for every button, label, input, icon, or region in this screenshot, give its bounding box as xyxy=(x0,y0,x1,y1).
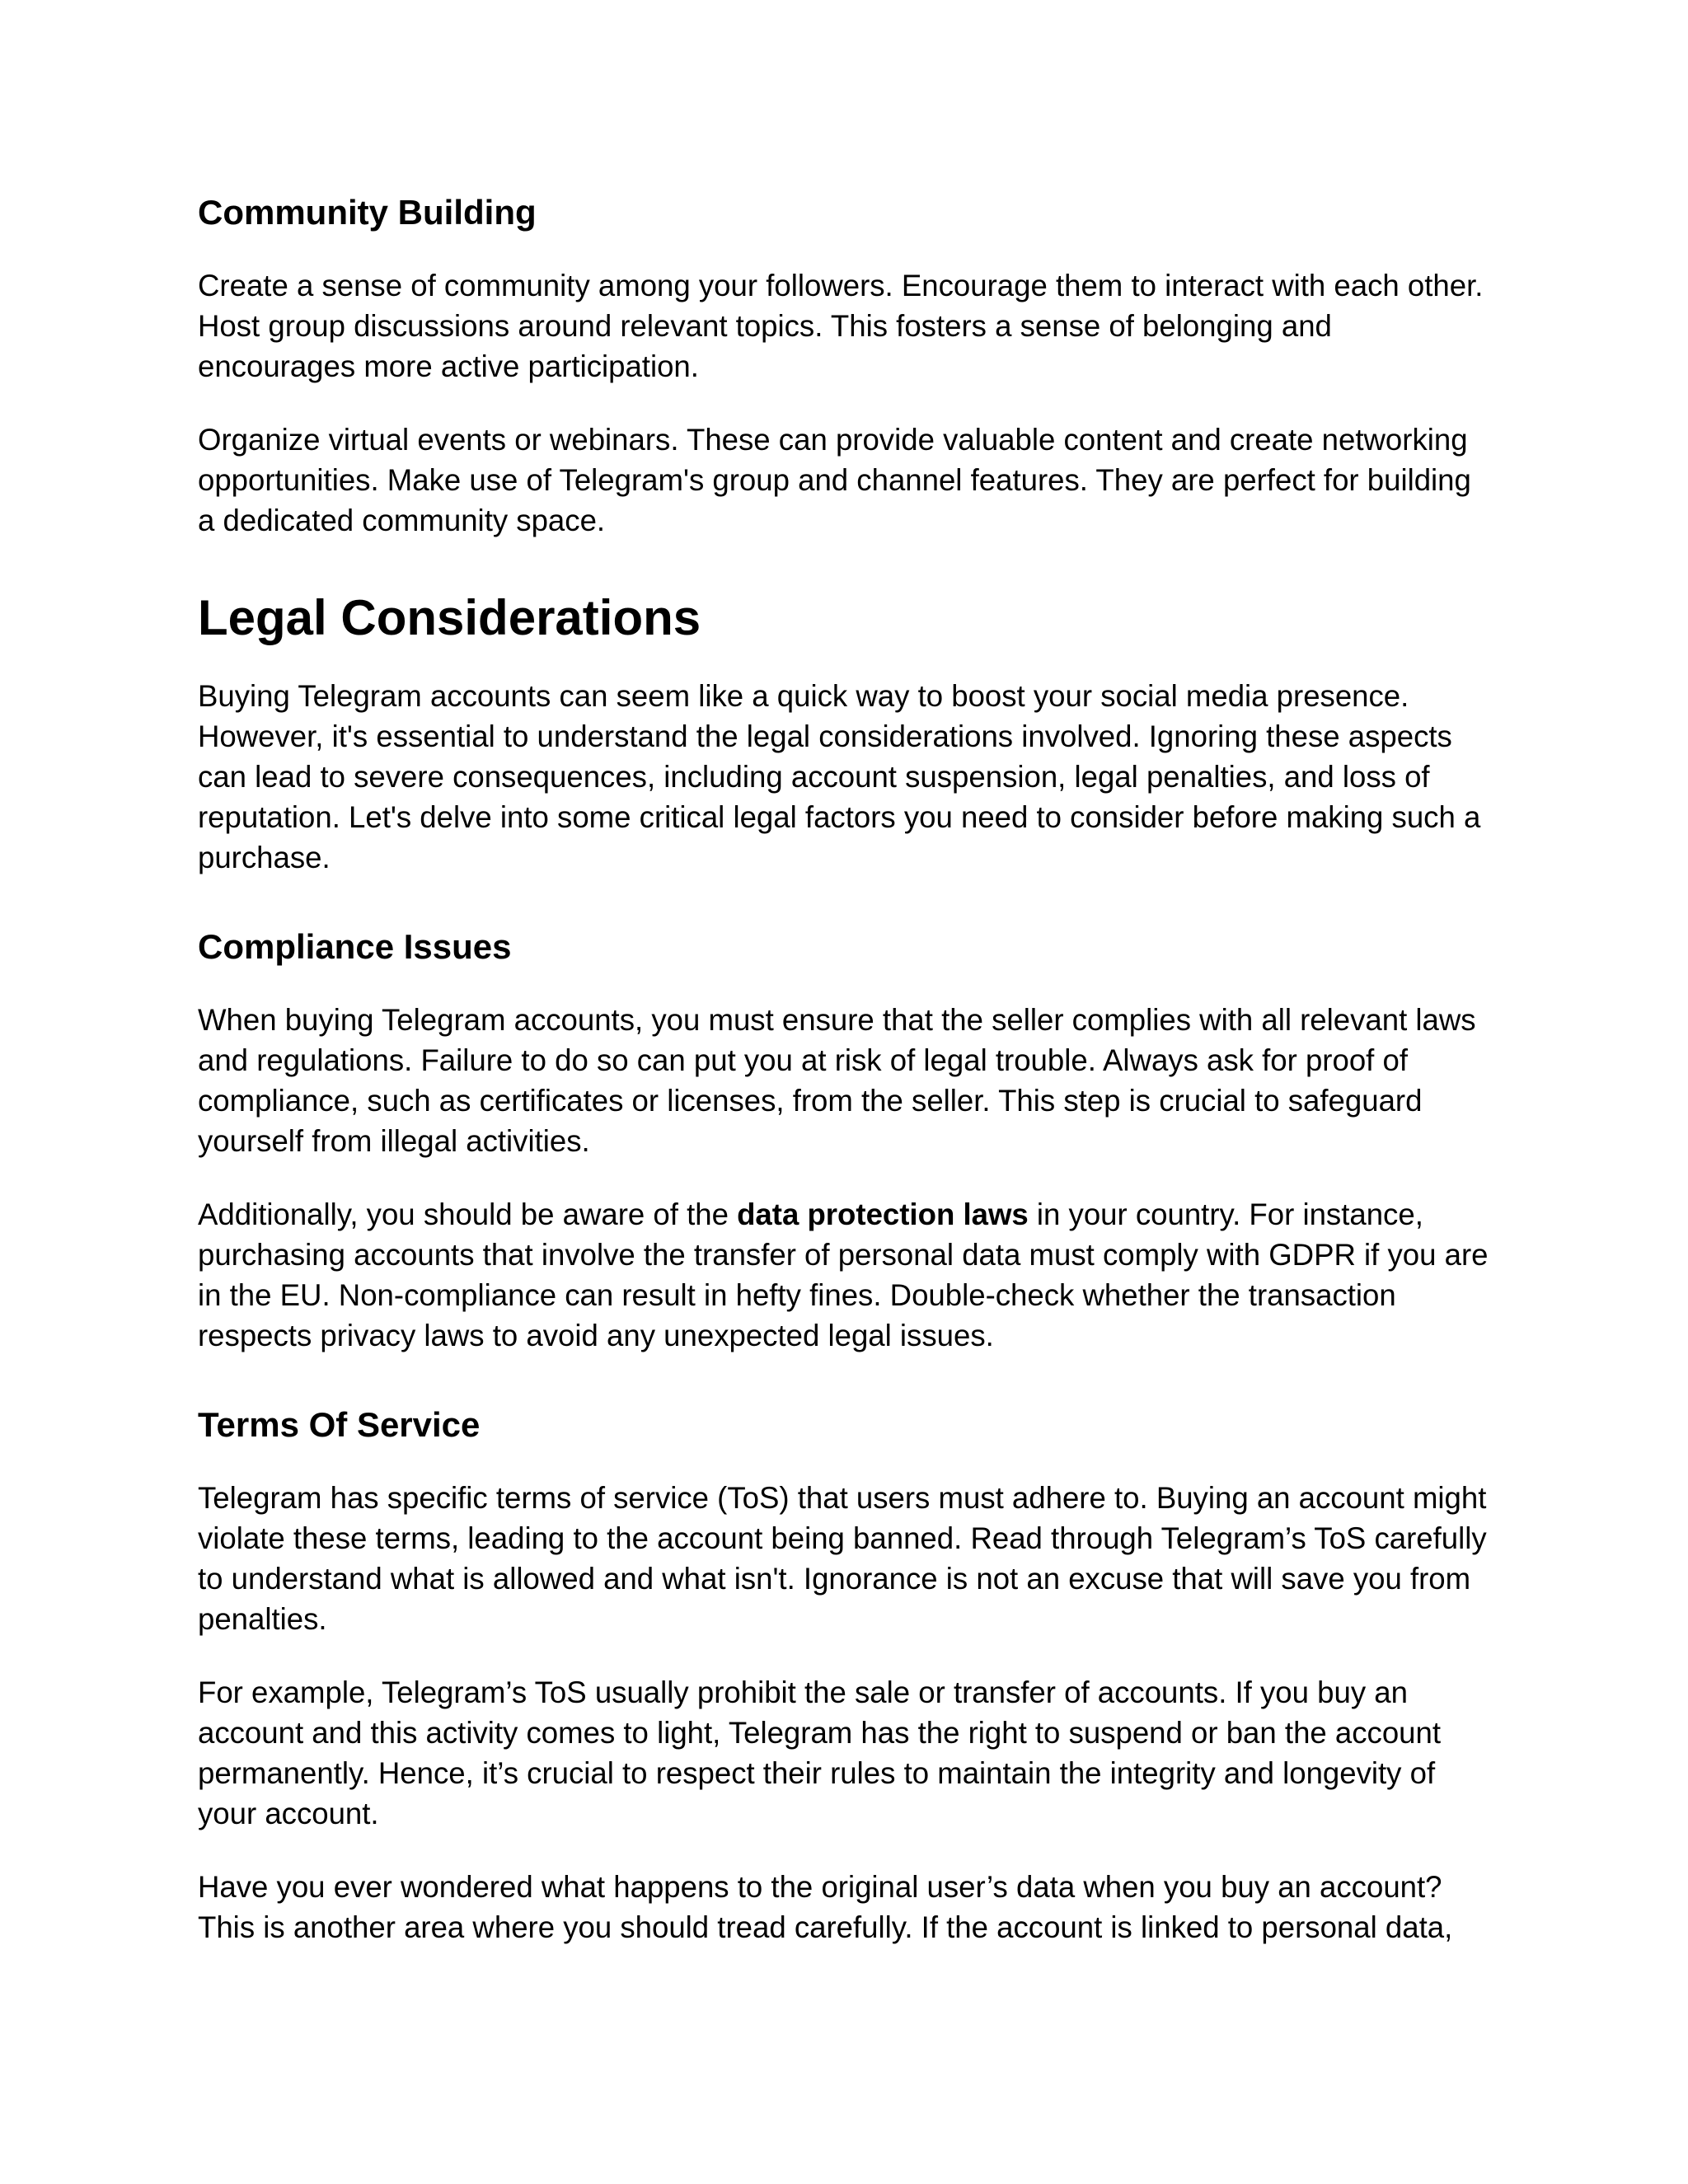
tos-paragraph-2: For example, Telegram’s ToS usually prohibit the sale or transfer of accounts. If you buy an account and this activity comes to light, Telegram has the right to suspend or ban the account permanently. Hence, it’s crucial to respect their rules to maintain the integrity and longevity of your account. xyxy=(198,1675,1442,1830)
data-protection-laws-bold: data protection laws xyxy=(737,1197,1029,1231)
terms-of-service-heading: Terms Of Service xyxy=(198,1405,481,1444)
community-paragraph-2: Organize virtual events or webinars. These can provide valuable content and create networking opportunities. Make use of Telegram's group and channel features. They are perfect for building a dedicated community space. xyxy=(198,423,1471,537)
community-building-heading: Community Building xyxy=(198,193,537,232)
compliance-paragraph-2-start: Additionally, you should be aware of the xyxy=(198,1197,738,1231)
compliance-paragraph-1: When buying Telegram accounts, you must ensure that the seller complies with all relevant laws and regulations. Failure to do so can put you at risk of legal trouble. Always ask for proof of compliance, such as certificates or licenses, from the seller. This step is crucial to safeguard yourself from illegal activities. xyxy=(198,1003,1476,1158)
legal-considerations-heading: Legal Considerations xyxy=(198,590,701,645)
tos-paragraph-3: Have you ever wondered what happens to the original user’s data when you buy an account? This is another area where you should tread carefully. If the account is linked to personal data, xyxy=(198,1870,1453,1944)
community-paragraph-1: Create a sense of community among your followers. Encourage them to interact with each other. Host group discussions around relevant topics. This fosters a sense of belonging and encourages more active participation. xyxy=(198,269,1484,383)
compliance-paragraph-2 xyxy=(198,1194,1490,1356)
legal-intro-paragraph: Buying Telegram accounts can seem like a quick way to boost your social media presence. However, it's essential to understand the legal considerations involved. Ignoring these aspects can lead to severe consequences, including account suspension, legal penalties, and loss of reputation. Let's delve into some critical legal factors you need to consider before making such a purchase. xyxy=(198,679,1481,874)
compliance-issues-heading: Compliance Issues xyxy=(198,927,512,966)
compliance-paragraph-2-end: in your country. For instance, purchasing accounts that involve the transfer of personal data must comply with GDPR if you are in the EU. Non-compliance can result in hefty fines. Double-check whether the transaction respects privacy laws to avoid any unexpected legal issues. xyxy=(198,1197,1489,1352)
tos-paragraph-1: Telegram has specific terms of service (ToS) that users must adhere to. Buying an account might violate these terms, leading to the account being banned. Read through Telegram’s ToS carefully to understand what is allowed and what isn't. Ignorance is not an excuse that will save you from penalties. xyxy=(198,1481,1487,1636)
